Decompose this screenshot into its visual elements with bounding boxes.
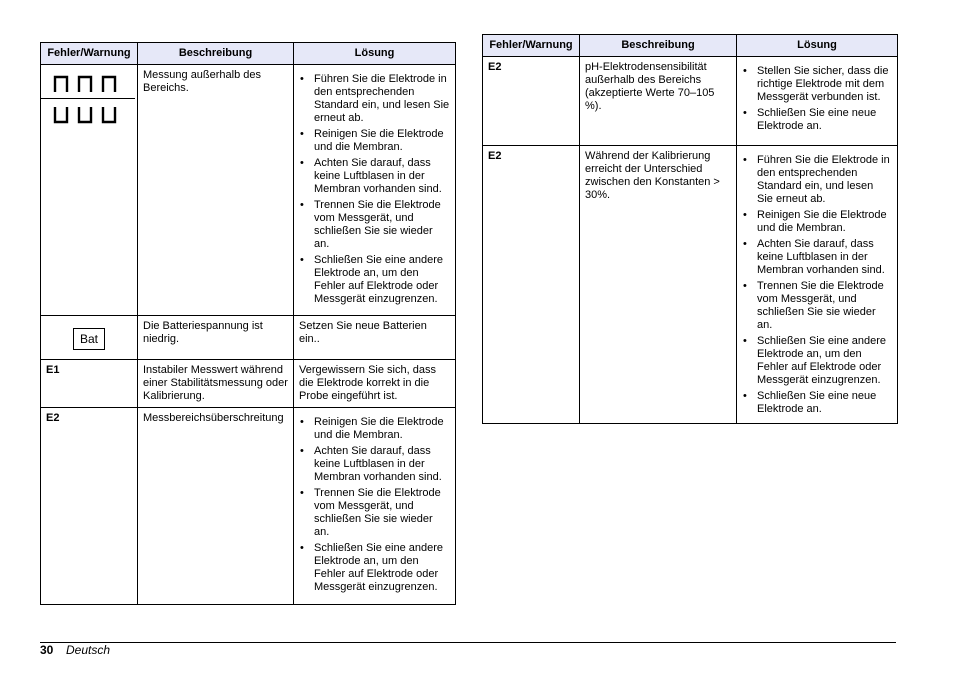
table-row: [483, 57, 898, 146]
solution-list: [299, 73, 450, 306]
solution-list: [742, 65, 892, 133]
table-row: [41, 316, 456, 360]
solution-item: • Schließen Sie eine neue Elektrode an.: [757, 390, 892, 416]
solution-cell: [737, 146, 898, 424]
solution-item: • Reinigen Sie die Elektrode und die Membran.: [757, 209, 892, 235]
description-cell: Messbereichsüberschreitung: [138, 408, 294, 605]
solution-item: • Trennen Sie die Elektrode vom Messgerät, und schließen Sie sie wieder an.: [757, 280, 892, 332]
lcd-underrange-icon: [41, 99, 135, 129]
description-cell: Die Batteriespannung ist niedrig.: [138, 316, 294, 360]
solution-item: • Führen Sie die Elektrode in den entsprechenden Standard ein, und lesen Sie erneut ab.: [314, 73, 450, 125]
solution-item: • Reinigen Sie die Elektrode und die Membran.: [314, 128, 450, 154]
page-number: 30: [40, 643, 54, 657]
lcd-overrange-icon: [41, 68, 135, 99]
footer-language: Deutsch: [66, 643, 111, 657]
table-row: [41, 65, 456, 316]
solution-item: • Achten Sie darauf, dass keine Luftblasen in der Membran vorhanden sind.: [314, 157, 450, 196]
solution-item: • Trennen Sie die Elektrode vom Messgerät, und schließen Sie sie wieder an.: [314, 487, 450, 539]
solution-list: [299, 416, 450, 594]
error-code-cell: [41, 316, 138, 360]
solution-list: [742, 154, 892, 416]
header-description: Beschreibung: [138, 43, 294, 65]
error-code-cell: E2: [483, 57, 580, 146]
error-table-left: [40, 42, 456, 605]
solution-cell: [294, 408, 456, 605]
solution-item: • Achten Sie darauf, dass keine Luftblasen in der Membran vorhanden sind.: [757, 238, 892, 277]
solution-item: • Schließen Sie eine neue Elektrode an.: [757, 107, 892, 133]
battery-indicator: Bat: [73, 328, 105, 350]
header-description: Beschreibung: [580, 35, 737, 57]
error-code-cell: E2: [41, 408, 138, 605]
table-header-row: [483, 35, 898, 57]
solution-cell: [737, 57, 898, 146]
header-error: Fehler/Warnung: [41, 43, 138, 65]
header-solution: Lösung: [737, 35, 898, 57]
solution-item: • Trennen Sie die Elektrode vom Messgerät, und schließen Sie sie wieder an.: [314, 199, 450, 251]
table-row: [41, 408, 456, 605]
solution-item: • Schließen Sie eine andere Elektrode an, um den Fehler auf Elektrode oder Messgerät einzugrenzen.: [314, 542, 450, 594]
solution-item: • Schließen Sie eine andere Elektrode an, um den Fehler auf Elektrode oder Messgerät einzugrenzen.: [314, 254, 450, 306]
header-error: Fehler/Warnung: [483, 35, 580, 57]
error-code-cell: [41, 65, 138, 316]
header-solution: Lösung: [294, 43, 456, 65]
solution-item: • Stellen Sie sicher, dass die richtige Elektrode mit dem Messgerät verbunden ist.: [757, 65, 892, 104]
solution-cell: Vergewissern Sie sich, dass die Elektrode korrekt in die Probe eingeführt ist.: [294, 360, 456, 408]
description-cell: Instabiler Messwert während einer Stabilitätsmessung oder Kalibrierung.: [138, 360, 294, 408]
error-code-cell: E1: [41, 360, 138, 408]
table-header-row: [41, 43, 456, 65]
solution-item: • Achten Sie darauf, dass keine Luftblasen in der Membran vorhanden sind.: [314, 445, 450, 484]
description-cell: Messung außerhalb des Bereichs.: [138, 65, 294, 316]
footer-divider: [40, 642, 896, 643]
error-code-cell: E2: [483, 146, 580, 424]
description-cell: Während der Kalibrierung erreicht der Unterschied zwischen den Konstanten > 30%.: [580, 146, 737, 424]
solution-cell: [294, 65, 456, 316]
solution-item: • Schließen Sie eine andere Elektrode an, um den Fehler auf Elektrode oder Messgerät einzugrenzen.: [757, 335, 892, 387]
description-cell: pH-Elektrodensensibilität außerhalb des Bereichs (akzeptierte Werte 70–105 %).: [580, 57, 737, 146]
solution-cell: Setzen Sie neue Batterien ein..: [294, 316, 456, 360]
error-table-right: [482, 34, 898, 424]
solution-item: • Reinigen Sie die Elektrode und die Membran.: [314, 416, 450, 442]
solution-item: • Führen Sie die Elektrode in den entsprechenden Standard ein, und lesen Sie erneut ab.: [757, 154, 892, 206]
table-row: [41, 360, 456, 408]
table-row: [483, 146, 898, 424]
